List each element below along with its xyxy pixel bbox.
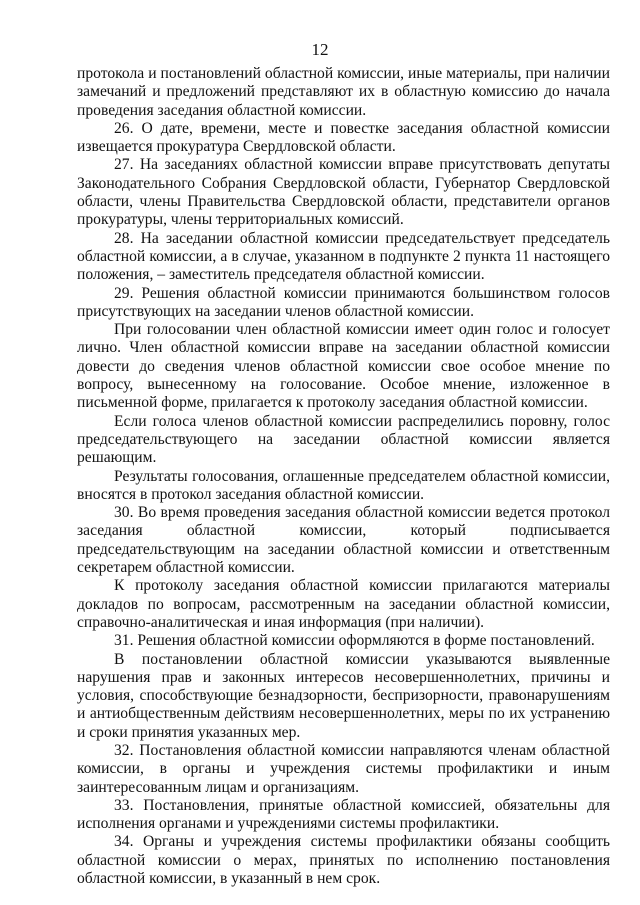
paragraph-30: 30. Во время проведения заседания областной комиссии ведется протокол заседания областной комиссии, который подписывается председательствующим на заседании областной комиссии и ответственным секретарем областной комиссии. — [77, 504, 610, 577]
paragraph-27: 27. На заседаниях областной комиссии вправе присутствовать депутаты Законодательного Собрания Свердловской области, Губернатор Свердловской области, члены Правительства Свердловской области, представители органов прокуратуры, члены территориальных комиссий. — [77, 156, 610, 229]
paragraph-31: 31. Решения областной комиссии оформляются в форме постановлений. — [114, 632, 595, 650]
paragraph-32: 32. Постановления областной комиссии направляются членам областной комиссии, в органы и учреждения системы профилактики и иным заинтересованным лицам и организациям. — [77, 741, 610, 796]
paragraph-26: 26. О дате, времени, месте и повестке заседания областной комиссии извещается прокуратура Свердловской области. — [77, 119, 610, 156]
paragraph-29-voting: При голосовании член областной комиссии имеет один голос и голосует лично. Член областной комиссии вправе на заседании областной комиссии довести до сведения членов областной комиссии свое особое мнение по вопросу, вынесенному на голосование. Особое мнение, изложенное в письменной форме, прилагается к протоколу заседания областной комиссии. — [77, 321, 610, 412]
paragraph-30-attachments: К протоколу заседания областной комиссии прилагаются материалы докладов по вопросам, рассмотренным на заседании областной комиссии, справочно-аналитическая и иная информация (при наличии). — [77, 577, 610, 631]
paragraph-29: 29. Решения областной комиссии принимаются большинством голосов присутствующих на заседании членов областной комиссии. — [77, 284, 610, 320]
paragraph-31-content: В постановлении областной комиссии указываются выявленные нарушения прав и законных интересов несовершеннолетних, причины и условия, способствующие безнадзорности, беспризорности, правонарушениям и антиобщественным действиям несовершеннолетних, меры по их устранению и сроки принятия указанных мер. — [77, 650, 610, 741]
paragraph-33: 33. Постановления, принятые областной комиссией, обязательны для исполнения органами и учреждениями системы профилактики. — [77, 796, 610, 833]
page-number: 12 — [311, 40, 329, 59]
paragraph-29-tie: Если голоса членов областной комиссии распределились поровну, голос председательствующего на заседании областной комиссии является решающим. — [77, 412, 610, 467]
paragraph-34: 34. Органы и учреждения системы профилактики обязаны сообщить областной комиссии о мерах, принятых по исполнению постановления областной комиссии, в указанный в нем срок. — [77, 833, 610, 888]
paragraph-28: 28. На заседании областной комиссии председательствует председатель областной комиссии, а в случае, указанном в подпункте 2 пункта 11 настоящего положения, – заместитель председателя областной комиссии. — [77, 229, 610, 284]
paragraph-continuation: протокола и постановлений областной комиссии, иные материалы, при наличии замечаний и предложений представляют их в областную комиссию до начала проведения заседания областной комиссии. — [77, 65, 610, 119]
paragraph-29-results: Результаты голосования, оглашенные председателем областной комиссии, вносятся в протокол заседания областной комиссии. — [77, 467, 610, 503]
document-body — [77, 65, 610, 888]
